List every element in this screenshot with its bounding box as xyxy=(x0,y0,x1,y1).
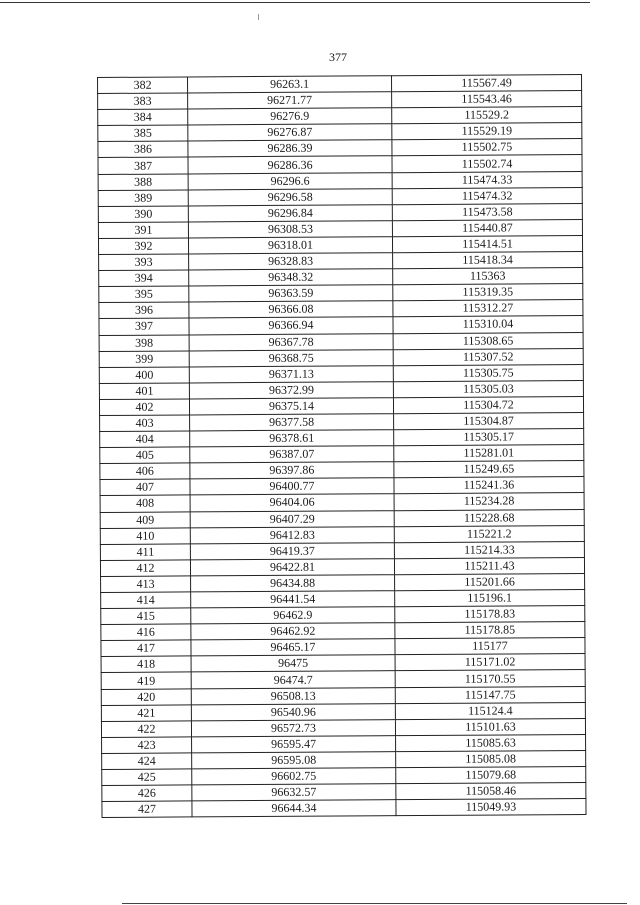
x-coordinate-cell: 96475 xyxy=(191,655,395,672)
point-number-cell: 416 xyxy=(101,624,191,641)
y-coordinate-cell: 115281.01 xyxy=(394,445,584,462)
x-coordinate-cell: 96378.61 xyxy=(190,430,394,447)
y-coordinate-cell: 115502.74 xyxy=(392,155,582,172)
y-coordinate-cell: 115473.58 xyxy=(392,203,582,220)
point-number-cell: 426 xyxy=(102,785,192,802)
y-coordinate-cell: 115124.4 xyxy=(395,702,585,719)
page-number: 377 xyxy=(329,50,347,64)
point-number-cell: 420 xyxy=(101,688,191,705)
x-coordinate-cell: 96348.32 xyxy=(189,269,393,286)
coordinate-table xyxy=(97,74,587,818)
point-number-cell: 389 xyxy=(98,190,188,207)
x-coordinate-cell: 96328.83 xyxy=(189,253,393,270)
point-number-cell: 414 xyxy=(101,592,191,609)
y-coordinate-cell: 115211.43 xyxy=(394,557,584,574)
point-number-cell: 404 xyxy=(100,431,190,448)
y-coordinate-cell: 115312.27 xyxy=(393,300,583,317)
coordinate-table-wrapper xyxy=(97,74,585,846)
y-coordinate-cell: 115147.75 xyxy=(395,686,585,703)
y-coordinate-cell: 115085.63 xyxy=(396,734,586,751)
y-coordinate-cell: 115529.19 xyxy=(392,123,582,140)
y-coordinate-cell: 115241.36 xyxy=(394,477,584,494)
scan-mark xyxy=(258,14,259,20)
x-coordinate-cell: 96296.58 xyxy=(188,188,392,205)
y-coordinate-cell: 115234.28 xyxy=(394,493,584,510)
point-number-cell: 424 xyxy=(102,753,192,770)
y-coordinate-cell: 115178.83 xyxy=(395,606,585,623)
point-number-cell: 415 xyxy=(101,608,191,625)
point-number-cell: 385 xyxy=(98,125,188,142)
point-number-cell: 405 xyxy=(100,447,190,464)
y-coordinate-cell: 115474.32 xyxy=(392,187,582,204)
x-coordinate-cell: 96602.75 xyxy=(192,768,396,785)
point-number-cell: 396 xyxy=(99,302,189,319)
point-number-cell: 383 xyxy=(98,93,188,110)
point-number-cell: 393 xyxy=(99,254,189,271)
point-number-cell: 387 xyxy=(98,157,188,174)
y-coordinate-cell: 115177 xyxy=(395,638,585,655)
point-number-cell: 422 xyxy=(101,721,191,738)
point-number-cell: 390 xyxy=(98,206,188,223)
x-coordinate-cell: 96572.73 xyxy=(191,719,395,736)
point-number-cell: 388 xyxy=(98,174,188,191)
x-coordinate-cell: 96595.47 xyxy=(192,736,396,753)
point-number-cell: 391 xyxy=(98,222,188,239)
point-number-cell: 410 xyxy=(100,528,190,545)
x-coordinate-cell: 96263.1 xyxy=(188,76,392,93)
point-number-cell: 399 xyxy=(99,351,189,368)
x-coordinate-cell: 96508.13 xyxy=(191,687,395,704)
y-coordinate-cell: 115418.34 xyxy=(393,252,583,269)
point-number-cell: 413 xyxy=(101,576,191,593)
x-coordinate-cell: 96366.08 xyxy=(189,301,393,318)
point-number-cell: 407 xyxy=(100,479,190,496)
y-coordinate-cell: 115201.66 xyxy=(395,573,585,590)
y-coordinate-cell: 115049.93 xyxy=(396,799,586,816)
y-coordinate-cell: 115305.17 xyxy=(394,429,584,446)
x-coordinate-cell: 96296.84 xyxy=(188,204,392,221)
y-coordinate-cell: 115305.75 xyxy=(393,364,583,381)
x-coordinate-cell: 96271.77 xyxy=(188,92,392,109)
x-coordinate-cell: 96276.9 xyxy=(188,108,392,125)
y-coordinate-cell: 115363 xyxy=(393,268,583,285)
x-coordinate-cell: 96540.96 xyxy=(191,703,395,720)
y-coordinate-cell: 115221.2 xyxy=(394,525,584,542)
point-number-cell: 397 xyxy=(99,318,189,335)
x-coordinate-cell: 96276.87 xyxy=(188,124,392,141)
x-coordinate-cell: 96419.37 xyxy=(190,542,394,559)
y-coordinate-cell: 115249.65 xyxy=(394,461,584,478)
point-number-cell: 395 xyxy=(99,286,189,303)
y-coordinate-cell: 115529.2 xyxy=(392,107,582,124)
y-coordinate-cell: 115196.1 xyxy=(395,590,585,607)
x-coordinate-cell: 96397.86 xyxy=(190,462,394,479)
x-coordinate-cell: 96308.53 xyxy=(188,221,392,238)
y-coordinate-cell: 115308.65 xyxy=(393,332,583,349)
y-coordinate-cell: 115502.75 xyxy=(392,139,582,156)
y-coordinate-cell: 115178.85 xyxy=(395,622,585,639)
x-coordinate-cell: 96377.58 xyxy=(190,414,394,431)
x-coordinate-cell: 96372.99 xyxy=(189,381,393,398)
x-coordinate-cell: 96318.01 xyxy=(188,237,392,254)
y-coordinate-cell: 115567.49 xyxy=(391,75,581,92)
x-coordinate-cell: 96462.9 xyxy=(191,607,395,624)
y-coordinate-cell: 115319.35 xyxy=(393,284,583,301)
point-number-cell: 419 xyxy=(101,672,191,689)
x-coordinate-cell: 96367.78 xyxy=(189,333,393,350)
point-number-cell: 425 xyxy=(102,769,192,786)
y-coordinate-cell: 115101.63 xyxy=(395,718,585,735)
x-coordinate-cell: 96474.7 xyxy=(191,671,395,688)
scan-top-border xyxy=(0,2,590,3)
x-coordinate-cell: 96286.39 xyxy=(188,140,392,157)
x-coordinate-cell: 96412.83 xyxy=(190,526,394,543)
y-coordinate-cell: 115543.46 xyxy=(392,91,582,108)
scan-bottom-border xyxy=(122,903,627,904)
point-number-cell: 412 xyxy=(100,560,190,577)
point-number-cell: 418 xyxy=(101,656,191,673)
point-number-cell: 421 xyxy=(101,705,191,722)
point-number-cell: 392 xyxy=(98,238,188,255)
x-coordinate-cell: 96366.94 xyxy=(189,317,393,334)
x-coordinate-cell: 96422.81 xyxy=(190,559,394,576)
x-coordinate-cell: 96644.34 xyxy=(192,800,396,817)
y-coordinate-cell: 115085.08 xyxy=(396,750,586,767)
y-coordinate-cell: 115079.68 xyxy=(396,767,586,784)
point-number-cell: 423 xyxy=(102,737,192,754)
point-number-cell: 402 xyxy=(99,399,189,416)
x-coordinate-cell: 96400.77 xyxy=(190,478,394,495)
y-coordinate-cell: 115058.46 xyxy=(396,783,586,800)
y-coordinate-cell: 115228.68 xyxy=(394,509,584,526)
y-coordinate-cell: 115440.87 xyxy=(392,219,582,236)
x-coordinate-cell: 96462.92 xyxy=(191,623,395,640)
x-coordinate-cell: 96371.13 xyxy=(189,365,393,382)
point-number-cell: 394 xyxy=(99,270,189,287)
y-coordinate-cell: 115170.55 xyxy=(395,670,585,687)
y-coordinate-cell: 115310.04 xyxy=(393,316,583,333)
x-coordinate-cell: 96465.17 xyxy=(191,639,395,656)
y-coordinate-cell: 115414.51 xyxy=(392,235,582,252)
x-coordinate-cell: 96632.57 xyxy=(192,784,396,801)
point-number-cell: 384 xyxy=(98,109,188,126)
y-coordinate-cell: 115474.33 xyxy=(392,171,582,188)
table-row xyxy=(102,799,586,818)
point-number-cell: 417 xyxy=(101,640,191,657)
y-coordinate-cell: 115304.87 xyxy=(394,413,584,430)
y-coordinate-cell: 115171.02 xyxy=(395,654,585,671)
x-coordinate-cell: 96407.29 xyxy=(190,510,394,527)
point-number-cell: 386 xyxy=(98,141,188,158)
x-coordinate-cell: 96404.06 xyxy=(190,494,394,511)
y-coordinate-cell: 115304.72 xyxy=(393,396,583,413)
x-coordinate-cell: 96368.75 xyxy=(189,349,393,366)
x-coordinate-cell: 96296.6 xyxy=(188,172,392,189)
point-number-cell: 408 xyxy=(100,495,190,512)
point-number-cell: 398 xyxy=(99,334,189,351)
point-number-cell: 409 xyxy=(100,511,190,528)
x-coordinate-cell: 96363.59 xyxy=(189,285,393,302)
x-coordinate-cell: 96387.07 xyxy=(190,446,394,463)
x-coordinate-cell: 96441.54 xyxy=(191,591,395,608)
point-number-cell: 401 xyxy=(99,383,189,400)
point-number-cell: 406 xyxy=(100,463,190,480)
point-number-cell: 411 xyxy=(100,544,190,561)
y-coordinate-cell: 115214.33 xyxy=(394,541,584,558)
point-number-cell: 382 xyxy=(98,77,188,94)
point-number-cell: 403 xyxy=(100,415,190,432)
x-coordinate-cell: 96434.88 xyxy=(191,575,395,592)
x-coordinate-cell: 96375.14 xyxy=(189,398,393,415)
x-coordinate-cell: 96595.08 xyxy=(192,752,396,769)
x-coordinate-cell: 96286.36 xyxy=(188,156,392,173)
point-number-cell: 400 xyxy=(99,367,189,384)
point-number-cell: 427 xyxy=(102,801,192,818)
y-coordinate-cell: 115307.52 xyxy=(393,348,583,365)
y-coordinate-cell: 115305.03 xyxy=(393,380,583,397)
table-body xyxy=(98,75,587,818)
